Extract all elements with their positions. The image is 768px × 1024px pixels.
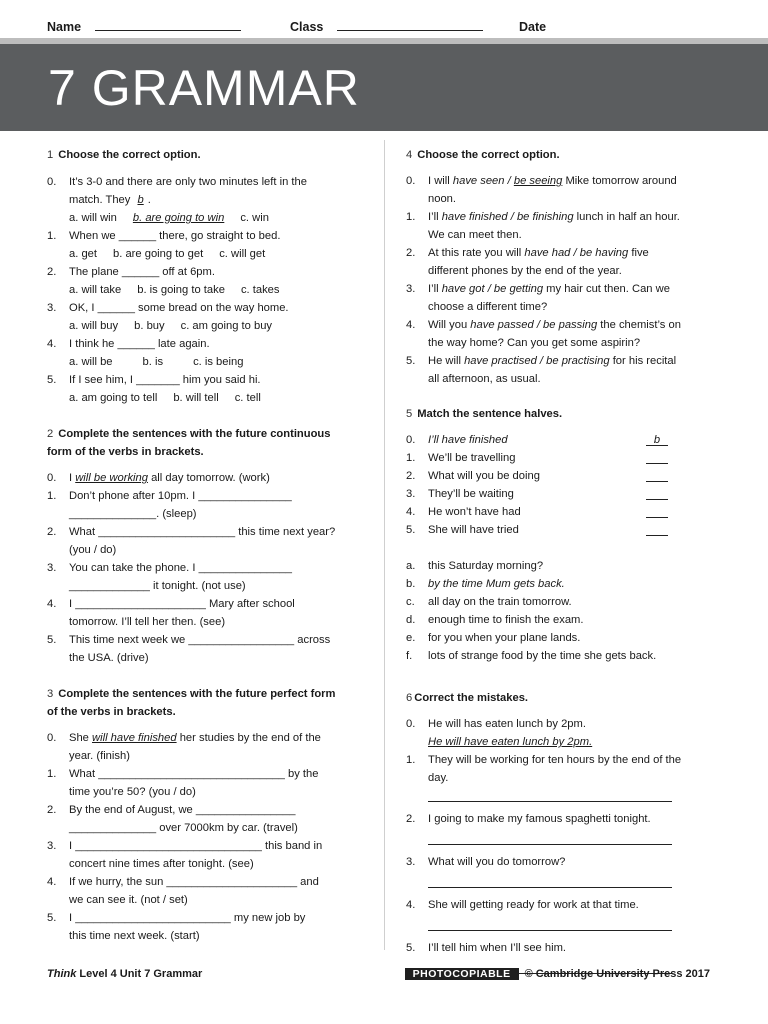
item-text: She will have finished her studies by the end of the [69, 732, 321, 744]
option-b[interactable]: b. is going to take [137, 284, 225, 296]
section-3-title [47, 685, 367, 703]
exercise-item [406, 939, 726, 957]
match-row [406, 449, 726, 467]
section-heading: Correct the mistakes. [414, 692, 529, 704]
section-heading-cont: of the verbs in brackets. [47, 706, 176, 718]
item-text: we can see it. (not / set) [69, 894, 188, 906]
section-heading: Complete the sentences with the future continuous [58, 428, 331, 440]
exercise-item [47, 227, 367, 263]
section-6 [406, 689, 726, 974]
footer-book-title [47, 965, 202, 983]
option-b[interactable]: b. buy [134, 320, 165, 332]
item-text: all day on the train tomorrow. [428, 596, 572, 608]
section-2-title [47, 425, 367, 443]
exercise-item [406, 172, 726, 208]
option-pair[interactable]: have finished / be finishing [441, 211, 574, 223]
exercise-item [406, 751, 726, 787]
section-6-title [406, 689, 726, 707]
answer-options [69, 317, 367, 335]
item-text: tomorrow. I’ll tell her then. (see) [69, 616, 226, 628]
match-first-half: I’ll have finished [428, 434, 508, 446]
item-number: 2. [406, 813, 416, 825]
item-text: this Saturday morning? [428, 560, 544, 572]
exercise-item[interactable] [47, 873, 367, 909]
item-text: I _________________________ my new job by [69, 912, 306, 924]
option-c[interactable]: c. win [240, 212, 269, 224]
option-b[interactable]: b. are going to win [132, 212, 225, 224]
option-a[interactable]: a. will buy [69, 320, 119, 332]
answer-line[interactable] [428, 916, 672, 931]
item-text: I _____________________ Mary after school [69, 598, 295, 610]
footer-unit: Level 4 Unit 7 Grammar [76, 968, 203, 980]
option-a[interactable]: a. will take [69, 284, 122, 296]
match-answer-blank[interactable] [646, 503, 668, 518]
title-banner [0, 44, 768, 131]
left-column [47, 146, 367, 945]
item-text: concert nine times after tonight. (see) [69, 858, 254, 870]
item-number: 4. [47, 338, 57, 350]
match-second-half [406, 629, 726, 647]
item-number: 3. [47, 562, 57, 574]
option-c[interactable]: c. tell [234, 392, 261, 404]
item-number: 0. [47, 472, 57, 484]
match-first-half: We’ll be travelling [428, 452, 516, 464]
example-answer: will be working [75, 472, 148, 484]
item-text: The plane ______ off at 6pm. [69, 266, 215, 278]
option-a[interactable]: a. get [69, 248, 97, 260]
item-text: noon. [428, 193, 456, 205]
item-text: They will be working for ten hours by the end of the [428, 754, 682, 766]
item-letter: f. [406, 650, 413, 662]
match-second-half [406, 593, 726, 611]
match-second-half [406, 575, 726, 593]
match-first-half: He won’t have had [428, 506, 521, 518]
item-text: choose a different time? [428, 301, 548, 313]
item-number: 4. [406, 319, 416, 331]
item-text: Don’t phone after 10pm. I _______________ [69, 490, 292, 502]
item-text: It’s 3-0 and there are only two minutes left in the [69, 176, 307, 188]
item-text: I’ll have finished / be finishing lunch in half an hour. [428, 211, 680, 223]
item-number: 2. [47, 266, 57, 278]
exercise-item [406, 208, 726, 244]
item-text: He will has eaten lunch by 2pm. [428, 718, 586, 730]
item-number: 2. [47, 526, 57, 538]
section-number: 4 [406, 149, 413, 161]
item-number: 1. [47, 490, 57, 502]
match-answer-blank[interactable] [646, 521, 668, 536]
item-number: 0. [47, 176, 57, 188]
match-first-half: They’ll be waiting [428, 488, 514, 500]
item-number: 0. [406, 434, 416, 446]
section-heading: Match the sentence halves. [417, 408, 563, 420]
item-text: the USA. (drive) [69, 652, 149, 664]
exercise-item [47, 173, 367, 227]
item-text: this time next week. (start) [69, 930, 200, 942]
item-text: If I see him, I _______ him you said hi. [69, 374, 261, 386]
exercise-item[interactable] [47, 801, 367, 837]
page-title: 7 GRAMMAR [48, 60, 360, 116]
exercise-item [47, 263, 367, 299]
item-text: I think he ______ late again. [69, 338, 210, 350]
option-a[interactable]: a. will win [69, 212, 117, 224]
match-row [406, 467, 726, 485]
section-4 [406, 146, 726, 388]
section-3 [47, 685, 367, 945]
right-column [406, 146, 726, 974]
header-fields [47, 16, 708, 38]
item-text: the way home? Can you get some aspirin? [428, 337, 641, 349]
item-text: day. [428, 772, 449, 784]
item-text: year. (finish) [69, 750, 130, 762]
item-number: 4. [47, 598, 57, 610]
item-text: If we hurry, the sun _____________________ and [69, 876, 319, 888]
match-row [406, 503, 726, 521]
item-letter: d. [406, 614, 416, 626]
copyright-text: © Cambridge University Press 2017 [524, 968, 710, 980]
item-text: different phones by the end of the year. [428, 265, 622, 277]
match-second-half [406, 611, 726, 629]
item-number: 3. [406, 856, 416, 868]
section-1 [47, 146, 367, 407]
option-c[interactable]: c. takes [240, 284, 280, 296]
section-1-title [47, 146, 367, 164]
item-number: 3. [406, 283, 416, 295]
item-text: (you / do) [69, 544, 117, 556]
item-number: 2. [406, 470, 416, 482]
option-c[interactable]: c. is being [193, 356, 244, 368]
item-text: ______________. (sleep) [69, 508, 197, 520]
section-5 [406, 405, 726, 665]
answer-options [69, 353, 367, 371]
answer-options [69, 209, 367, 227]
item-text: OK, I ______ some bread on the way home. [69, 302, 289, 314]
item-text: At this rate you will have had / be having five [428, 247, 649, 259]
item-text: What ______________________________ by the [69, 768, 319, 780]
item-text: by the time Mum gets back. [428, 578, 565, 590]
item-text: lots of strange food by the time she gets back. [428, 650, 657, 662]
exercise-item [406, 810, 726, 828]
name-input-line[interactable] [95, 18, 241, 31]
exercise-item[interactable] [47, 631, 367, 667]
exercise-item [406, 316, 726, 352]
item-text: I’ll tell him when I’ll see him. [428, 942, 567, 954]
item-text: I will be working all day tomorrow. (work) [69, 472, 270, 484]
section-number: 1 [47, 149, 54, 161]
exercise-item[interactable] [47, 487, 367, 523]
option-pair[interactable]: have practised / be practising [464, 355, 610, 367]
exercise-item [406, 896, 726, 914]
answer-options [69, 245, 367, 263]
item-number: 3. [47, 840, 57, 852]
item-text: We can meet then. [428, 229, 522, 241]
column-divider [384, 140, 385, 950]
answer-line[interactable] [428, 873, 672, 888]
exercise-item [47, 371, 367, 407]
exercise-item [406, 352, 726, 388]
option-pair[interactable]: have got / be getting [441, 283, 544, 295]
class-input-line[interactable] [337, 18, 483, 31]
match-answer-blank[interactable]: b [646, 431, 668, 446]
section-number: 5 [406, 408, 413, 420]
item-text: I ______________________________ this band in [69, 840, 323, 852]
match-row [406, 485, 726, 503]
item-number: 4. [406, 506, 416, 518]
answer-line[interactable] [428, 830, 672, 845]
option-2[interactable]: be seeing [513, 175, 563, 187]
option-c[interactable]: c. will get [219, 248, 266, 260]
item-text: I going to make my famous spaghetti tonight. [428, 813, 651, 825]
section-heading-cont: form of the verbs in brackets. [47, 446, 204, 458]
match-first-half: What will you be doing [428, 470, 540, 482]
section-number: 2 [47, 428, 54, 440]
section-5-title [406, 405, 726, 423]
class-field [290, 18, 483, 36]
item-number: 0. [406, 718, 416, 730]
exercise-item[interactable] [47, 595, 367, 631]
exercise-item [406, 244, 726, 280]
item-text: time you’re 50? (you / do) [69, 786, 196, 798]
item-number: 4. [47, 876, 57, 888]
option-a[interactable]: a. am going to tell [69, 392, 158, 404]
item-text: enough time to finish the exam. [428, 614, 584, 626]
exercise-item [47, 469, 367, 487]
item-number: 2. [47, 804, 57, 816]
section-heading: Choose the correct option. [417, 149, 560, 161]
match-answer-blank[interactable] [646, 449, 668, 464]
option-b[interactable]: b. will tell [173, 392, 219, 404]
exercise-item [406, 853, 726, 871]
answer-options [69, 389, 367, 407]
option-a[interactable]: a. will be [69, 356, 113, 368]
item-letter: e. [406, 632, 416, 644]
footer-brand: Think [47, 968, 77, 980]
item-number: 3. [47, 302, 57, 314]
item-text: I’ll have got / be getting my hair cut then. Can we [428, 283, 670, 295]
item-text: This time next week we _________________ across [69, 634, 331, 646]
item-text: What will you do tomorrow? [428, 856, 566, 868]
item-number: 1. [47, 768, 57, 780]
exercise-item [406, 280, 726, 316]
option-c[interactable]: c. am going to buy [180, 320, 273, 332]
item-text: all afternoon, as usual. [428, 373, 541, 385]
option-b[interactable]: b. are going to get [113, 248, 204, 260]
exercise-item[interactable] [47, 559, 367, 595]
item-number: 5. [406, 355, 416, 367]
item-number: 5. [406, 942, 416, 954]
option-1[interactable]: have seen [452, 175, 505, 187]
class-label: Class [290, 20, 324, 34]
exercise-item [47, 335, 367, 371]
exercise-item [406, 715, 726, 751]
item-text: She will getting ready for work at that time. [428, 899, 639, 911]
exercise-item[interactable] [47, 523, 367, 559]
item-text: Will you have passed / be passing the chemist’s on [428, 319, 681, 331]
item-text: He will have practised / be practising for his recital [428, 355, 677, 367]
exercise-item[interactable] [47, 837, 367, 873]
name-label: Name [47, 20, 82, 34]
item-letter: b. [406, 578, 416, 590]
example-answer: will have finished [92, 732, 177, 744]
exercise-item [47, 729, 367, 765]
example-answer: He will have eaten lunch by 2pm. [428, 736, 593, 748]
match-answer-blank[interactable] [646, 485, 668, 500]
match-first-half: She will have tried [428, 524, 519, 536]
item-number: 1. [406, 754, 416, 766]
item-text: match. They b . [69, 194, 151, 206]
item-text: for you when your plane lands. [428, 632, 581, 644]
item-number: 1. [406, 452, 416, 464]
item-number: 1. [406, 211, 416, 223]
photocopiable-badge: PHOTOCOPIABLE [405, 968, 519, 980]
item-number: 0. [47, 732, 57, 744]
match-answer-blank[interactable] [646, 467, 668, 482]
example-answer: b [137, 194, 144, 206]
item-text: When we ______ there, go straight to bed. [69, 230, 281, 242]
section-2 [47, 425, 367, 667]
answer-line[interactable] [428, 787, 672, 802]
exercise-item[interactable] [47, 765, 367, 801]
section-number: 6 [406, 692, 413, 704]
item-number: 2. [406, 247, 416, 259]
item-number: 4. [406, 899, 416, 911]
item-text: By the end of August, we ________________ [69, 804, 296, 816]
item-text: ______________ over 7000km by car. (travel) [69, 822, 298, 834]
item-number: 5. [406, 524, 416, 536]
item-number: 3. [406, 488, 416, 500]
exercise-item [47, 299, 367, 335]
answer-options [69, 281, 367, 299]
section-number: 3 [47, 688, 54, 700]
item-number: 5. [47, 912, 57, 924]
section-heading: Choose the correct option. [58, 149, 201, 161]
item-text: _____________ it tonight. (not use) [69, 580, 246, 592]
match-second-half [406, 647, 726, 665]
option-pair[interactable]: have passed / be passing [470, 319, 598, 331]
option-b[interactable]: b. is [142, 356, 164, 368]
match-row [406, 431, 726, 449]
option-pair[interactable]: have had / be having [524, 247, 629, 259]
name-field [47, 18, 241, 36]
item-number: 5. [47, 374, 57, 386]
item-number: 5. [47, 634, 57, 646]
item-text: I will have seen / be seeing Mike tomorrow around [428, 175, 677, 187]
item-letter: a. [406, 560, 416, 572]
match-row [406, 521, 726, 539]
item-text: What ______________________ this time next year? [69, 526, 336, 538]
page-footer [47, 965, 710, 983]
section-heading: Complete the sentences with the future perfect form [58, 688, 336, 700]
section-4-title [406, 146, 726, 164]
date-label: Date [519, 20, 547, 34]
item-number: 1. [47, 230, 57, 242]
item-text: You can take the phone. I _______________ [69, 562, 292, 574]
match-second-half [406, 557, 726, 575]
footer-rights [405, 965, 710, 983]
item-letter: c. [406, 596, 415, 608]
exercise-item[interactable] [47, 909, 367, 945]
item-number: 0. [406, 175, 416, 187]
